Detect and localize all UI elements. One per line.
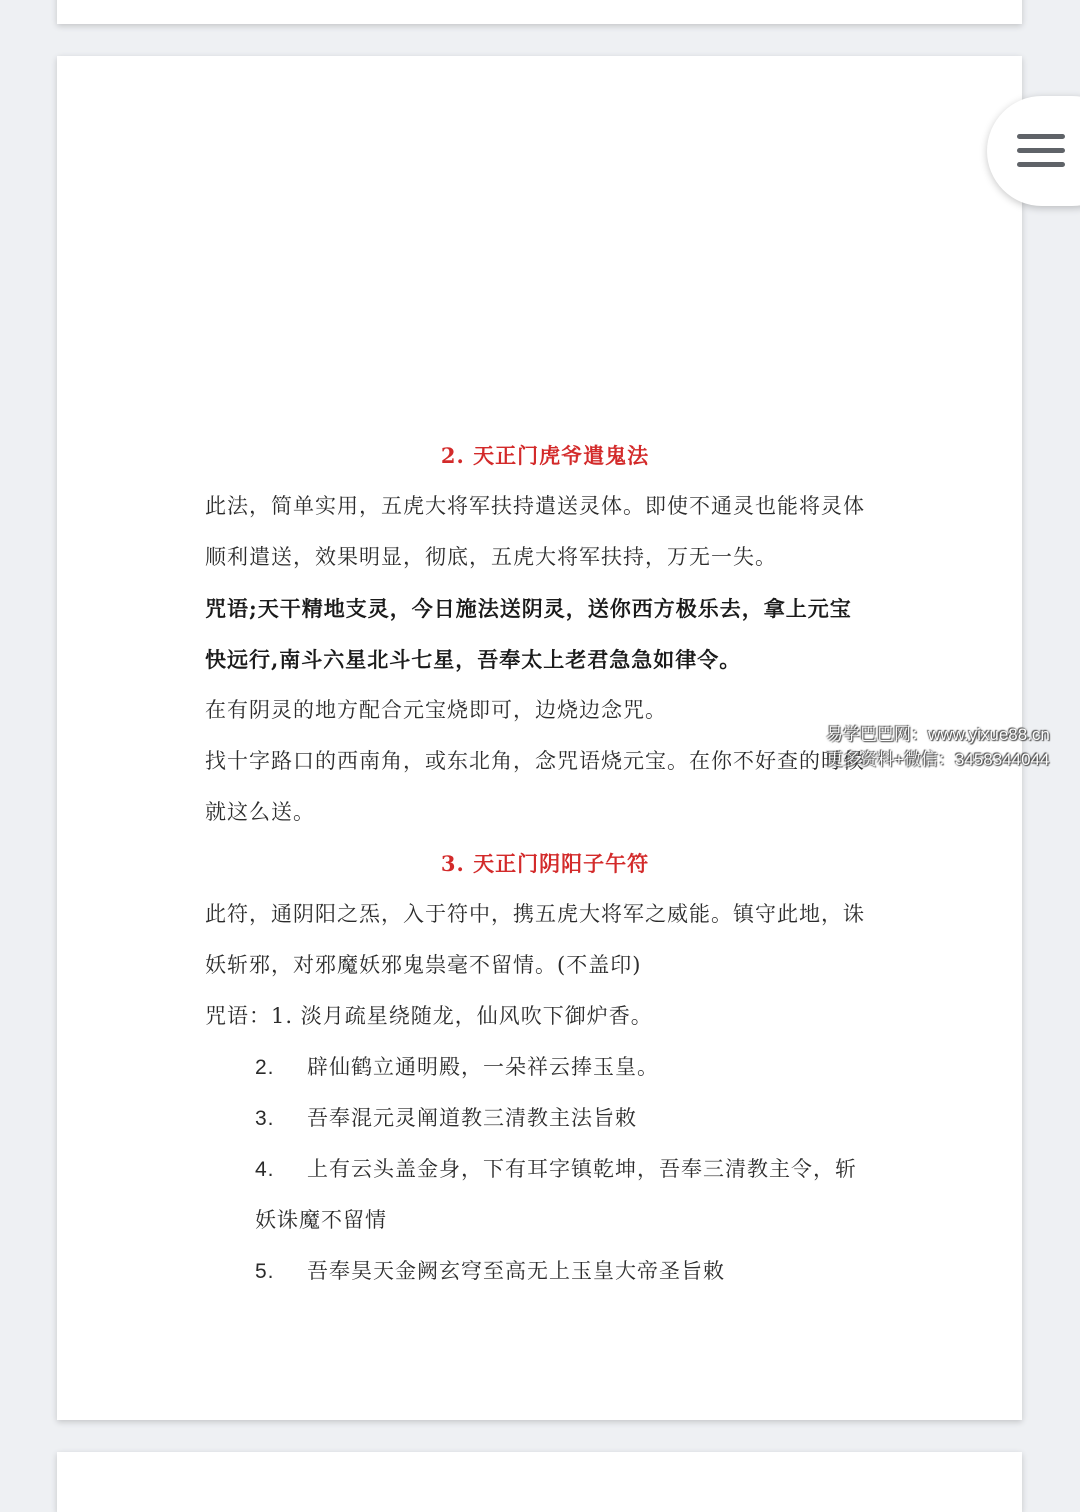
list-item bbox=[205, 1246, 885, 1297]
list-text: 吾奉混元灵阐道教三清教主法旨敕 bbox=[307, 1106, 637, 1130]
list-item-continuation: 妖诛魔不留情 bbox=[255, 1208, 387, 1232]
paragraph-line: 在有阴灵的地方配合元宝烧即可，边烧边念咒。 bbox=[205, 698, 667, 722]
section-heading-2: 2. 天正门虎爷遣鬼法 bbox=[440, 443, 650, 468]
list-number: 5. bbox=[255, 1260, 275, 1283]
paragraph-line: 妖斩邪，对邪魔妖邪鬼祟毫不留情。(不盖印) bbox=[205, 953, 642, 977]
list-text: 辟仙鹤立通明殿，一朵祥云捧玉皇。 bbox=[307, 1055, 659, 1079]
paragraph-line: 顺利遣送，效果明显，彻底，五虎大将军扶持，万无一失。 bbox=[205, 545, 777, 569]
paragraph-line: 找十字路口的西南角，或东北角，念咒语烧元宝。在你不好查的时候 bbox=[205, 749, 865, 773]
previous-page bbox=[57, 0, 1022, 24]
section-heading-3: 3. 天正门阴阳子午符 bbox=[440, 851, 650, 876]
list-item bbox=[205, 1144, 885, 1195]
list-text: 吾奉昊天金阙玄穹至高无上玉皇大帝圣旨敕 bbox=[307, 1259, 725, 1283]
watermark-line: 易学巴巴网：www.yixue88.cn bbox=[826, 725, 1050, 744]
mantra-line: 快远行,南斗六星北斗七星，吾奉太上老君急急如律令。 bbox=[205, 647, 742, 672]
list-item bbox=[205, 1093, 885, 1144]
list-text: 上有云头盖金身，下有耳字镇乾坤，吾奉三清教主令，斩 bbox=[307, 1157, 857, 1181]
paragraph-line: 就这么送。 bbox=[205, 800, 315, 824]
list-item bbox=[205, 1042, 885, 1093]
list-number: 3. bbox=[255, 1107, 275, 1130]
list-number: 4. bbox=[255, 1158, 275, 1181]
watermark-line: 更多资料+微信：3458344044 bbox=[826, 750, 1050, 769]
paragraph-line: 此法，简单实用，五虎大将军扶持遣送灵体。即使不通灵也能将灵体 bbox=[205, 494, 865, 518]
list-number: 2. bbox=[255, 1056, 275, 1079]
mantra-line: 咒语;天干精地支灵，今日施法送阴灵，送你西方极乐去，拿上元宝 bbox=[205, 596, 852, 621]
document-body bbox=[205, 430, 885, 1297]
mantra-intro: 咒语：1. 淡月疏星绕随龙，仙风吹下御炉香。 bbox=[205, 1004, 653, 1028]
watermark bbox=[826, 722, 1076, 772]
next-page bbox=[57, 1452, 1022, 1512]
paragraph-line: 此符，通阴阳之炁，入于符中，携五虎大将军之威能。镇守此地，诛 bbox=[205, 902, 865, 926]
